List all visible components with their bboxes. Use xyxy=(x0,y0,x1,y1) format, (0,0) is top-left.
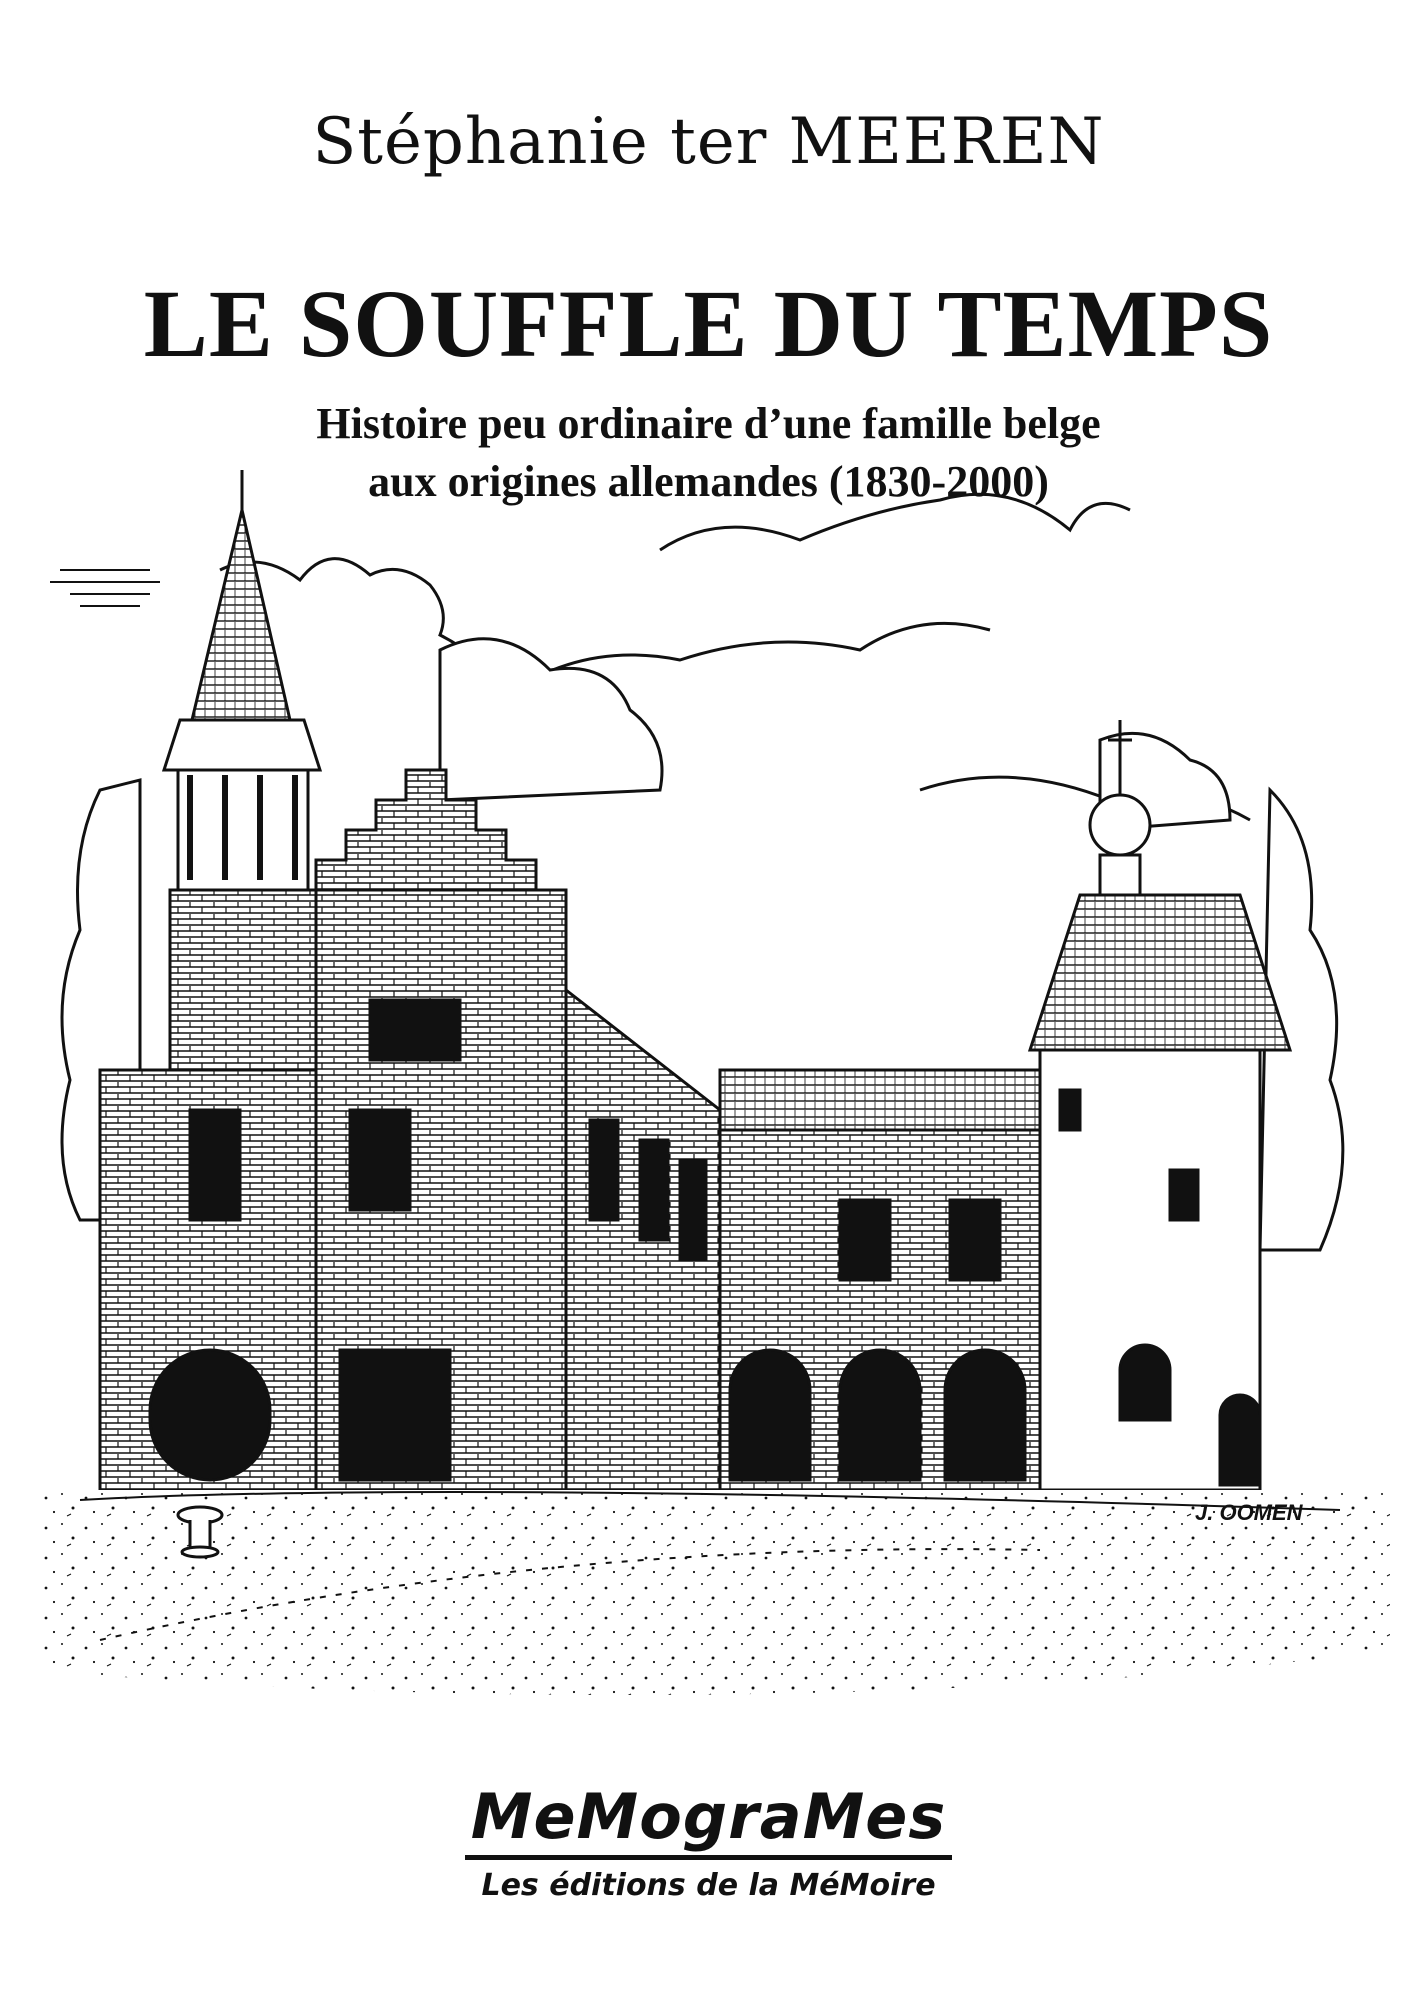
central-wing xyxy=(720,1070,1050,1490)
courtyard xyxy=(40,1490,1390,1695)
publisher-tagline: Les éditions de la MéMoire xyxy=(481,1868,936,1903)
publisher-logo: MeMograMes xyxy=(465,1780,952,1860)
illustration-signature: J. OOMEN xyxy=(1195,1500,1303,1525)
subtitle-line-1: Histoire peu ordinaire d’une famille belge xyxy=(316,399,1101,448)
author-name: Stéphanie ter MEEREN xyxy=(312,105,1105,179)
publisher-block xyxy=(0,1780,1417,1903)
castle-illustration xyxy=(40,470,1390,1770)
subtitle-line-2: aux origines allemandes (1830-2000) xyxy=(368,457,1049,506)
right-tower xyxy=(1030,720,1290,1490)
book-title: LE SOUFFLE DU TEMPS xyxy=(143,270,1274,377)
